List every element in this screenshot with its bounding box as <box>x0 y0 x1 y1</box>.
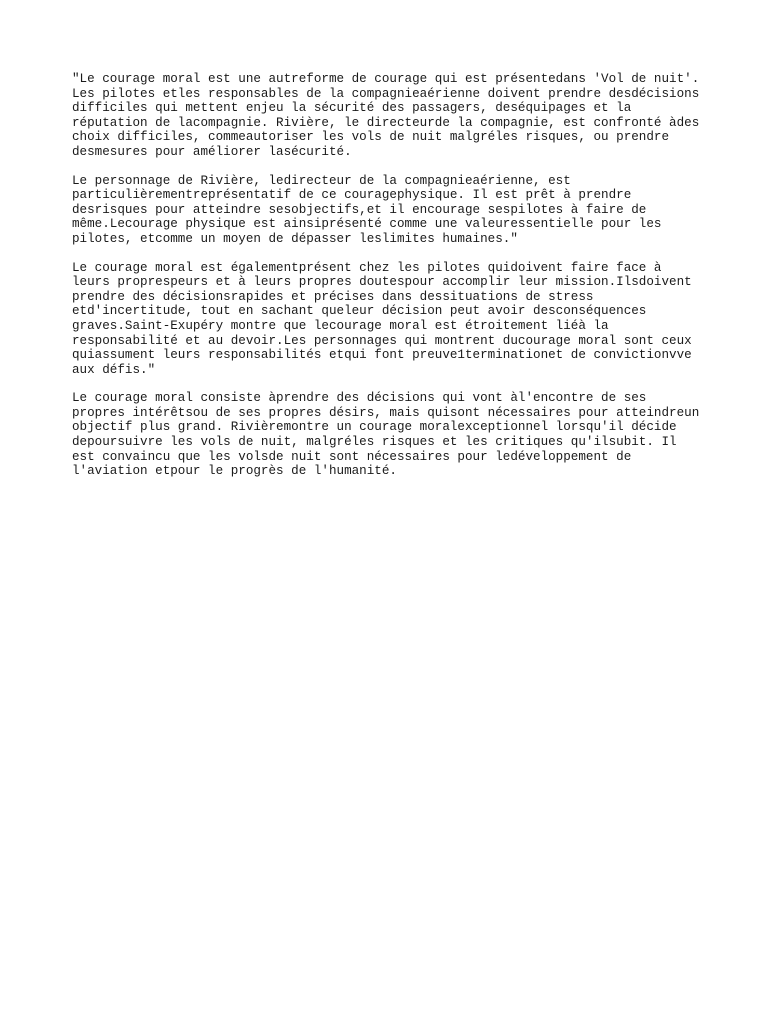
document-page <box>72 72 712 493</box>
paragraph-2: Le personnage de Rivière, ledirecteur de la compagnieaérienne, est particulièrementreprésentatif de ce couragephysique. Il est prêt à prendre desrisques pour atteindre sesobjectifs,et il encourage sespilotes à faire de même.Lecourage physique est ainsiprésenté comme une valeuressentielle pour les pilotes, etcomme un moyen de dépasser leslimites humaines." <box>72 173 662 246</box>
paragraph-4: Le courage moral consiste àprendre des décisions qui vont àl'encontre de ses propres intérêtsou de ses propres désirs, mais quisont nécessaires pour atteindreun objectif plus grand. Rivièremontre un courage moralexceptionnel lorsqu'il décide depoursuivre les vols de nuit, malgréles risques et les critiques qu'ilsubit. Il est convaincu que les volsde nuit sont nécessaires pour ledéveloppement de l'aviation etpour le progrès de l'humanité. <box>72 391 700 479</box>
paragraph-3: Le courage moral est égalementprésent chez les pilotes quidoivent faire face à leurs proprespeurs et à leurs propres doutespour accomplir leur mission.Ilsdoivent prendre des décisionsrapides et précises dans dessituations de stress etd'incertitude, tout en sachant queleur décision peut avoir desconséquences graves.Saint-Exupéry montre que lecourage moral est étroitement liéà la responsabilité et au devoir.Les personnages qui montrent ducourage moral sont ceux quiassument leurs responsabilités etqui font preuve1terminationet de convictionvve aux défis." <box>72 260 692 377</box>
paragraph-1: "Le courage moral est une autreforme de courage qui est présentedans 'Vol de nuit'. Les pilotes etles responsables de la compagnieaérienne doivent prendre desdécisions difficiles qui mettent enjeu la sécurité des passagers, deséquipages et la réputation de lacompagnie. Rivière, le directeurde la compagnie, est confronté àdes choix difficiles, commeautoriser les vols de nuit malgréles risques, ou prendre desmesures pour améliorer lasécurité. <box>72 72 700 159</box>
